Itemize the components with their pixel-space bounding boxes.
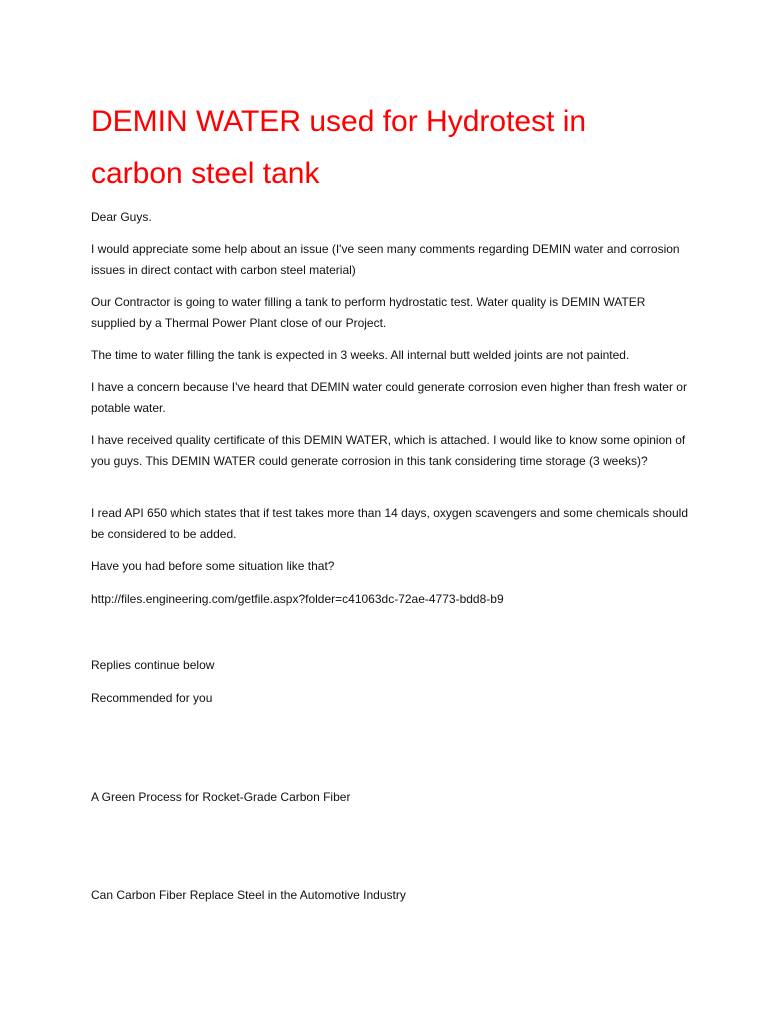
paragraph-7: Have you had before some situation like that? [91,559,335,573]
recommended-item-2[interactable]: Can Carbon Fiber Replace Steel in the Automotive Industry [91,888,406,902]
attachment-link[interactable]: http://files.engineering.com/getfile.aspx?folder=c41063dc-72ae-4773-bdd8-b9 [91,592,504,606]
greeting: Dear Guys. [91,210,152,224]
title-line-1: DEMIN WATER used for Hydrotest in [91,105,587,138]
paragraph-2: Our Contractor is going to water filling a tank to perform hydrostatic test. Water quality is DEMIN WATER supplied by a Thermal Power Plant close of our Project. [91,295,646,330]
replies-note: Replies continue below [91,658,215,672]
recommended-heading: Recommended for you [91,691,213,705]
paragraph-1: I would appreciate some help about an issue (I've seen many comments regarding DEMIN water and corrosion issues in direct contact with carbon steel material) [91,242,680,277]
recommended-item-1[interactable]: A Green Process for Rocket-Grade Carbon Fiber [91,790,351,804]
paragraph-3: The time to water filling the tank is expected in 3 weeks. All internal butt welded joints are not painted. [91,348,630,362]
paragraph-6: I read API 650 which states that if test takes more than 14 days, oxygen scavengers and some chemicals should be considered to be added. [91,506,688,541]
paragraph-5: I have received quality certificate of this DEMIN WATER, which is attached. I would like to know some opinion of you guys. This DEMIN WATER could generate corrosion in this tank considering time storage (3 weeks)? [91,433,686,468]
title-line-2: carbon steel tank [91,157,320,190]
paragraph-4: I have a concern because I've heard that DEMIN water could generate corrosion even higher than fresh water or potable water. [91,380,687,415]
page-title [91,96,691,200]
